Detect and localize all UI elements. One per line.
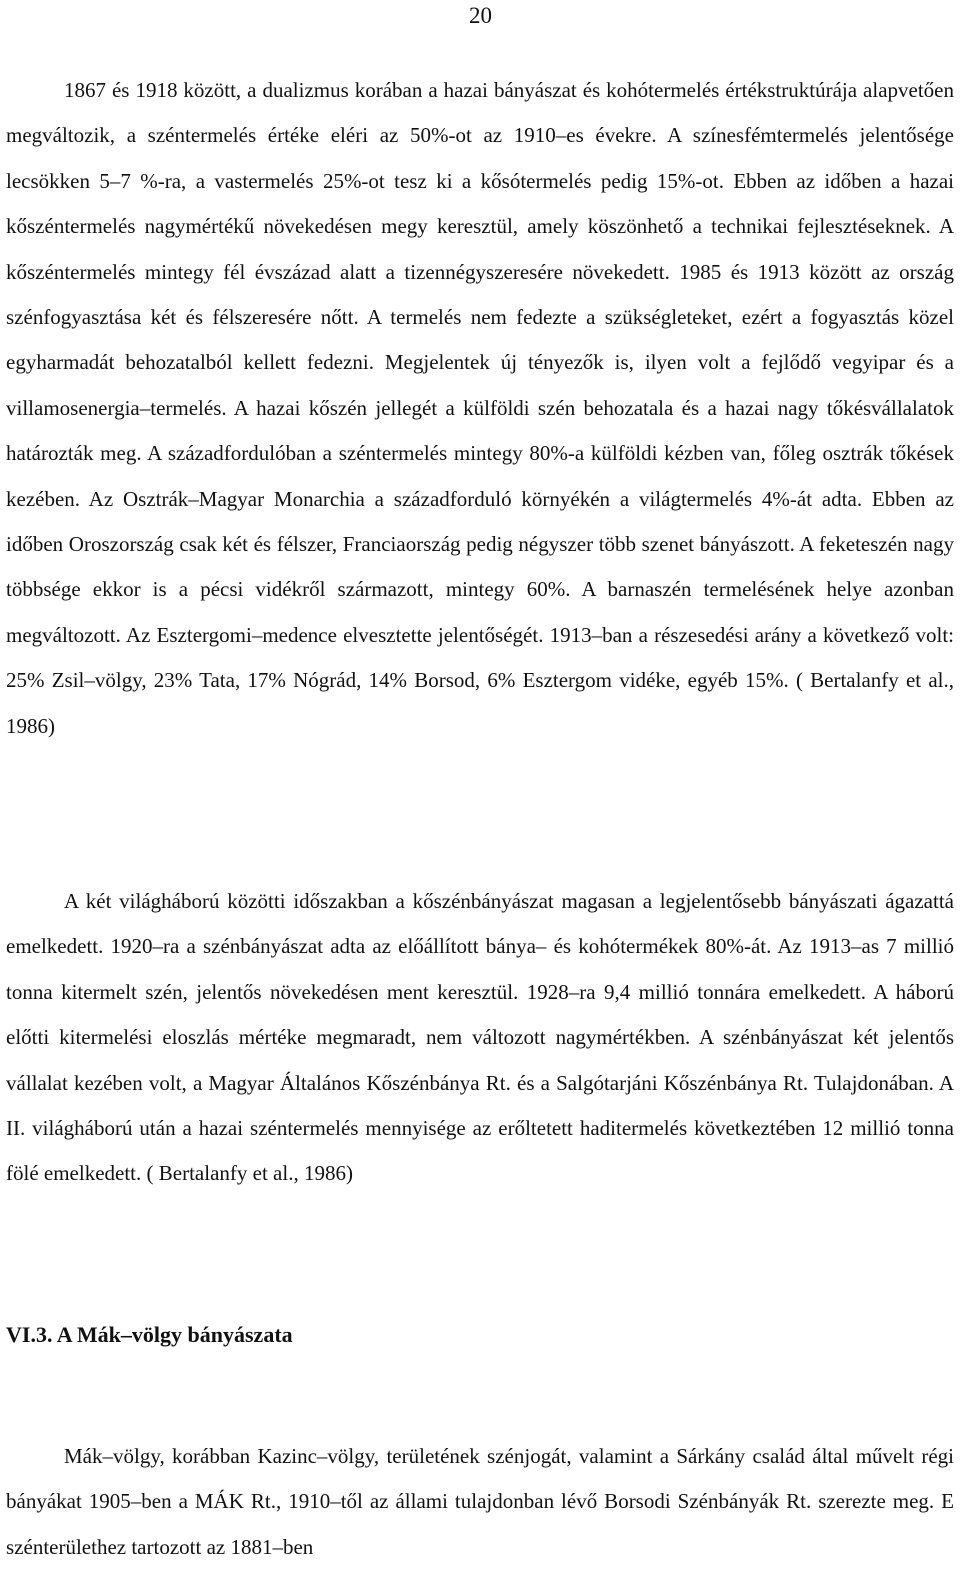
- paragraph-mak-valley: Mák–völgy, korábban Kazinc–völgy, területének szénjogát, valamint a Sárkány család által művelt régi bányákat 1905–ben a MÁK Rt., 1910–től az állami tulajdonban lévő Borsodi Szénbányák Rt. szerezte meg. E szénterülethez tartozott az 1881–ben: [6, 1444, 954, 1559]
- paragraph-interwar-coal-mining: A két világháború közötti időszakban a kőszénbányászat magasan a legjelentősebb bányászati ágazattá emelkedett. 1920–ra a szénbányászat adta az előállított bánya– és kohótermékek 80%-át. Az 1913–as 7 millió tonna kitermelt szén, jelentős növekedésen ment keresztül. 1928–ra 9,4 millió tonnára emelkedett. A háború előtti kitermelési eloszlás mértéke megmaradt, nem változott nagymértékben. A szénbányászat két jelentős vállalat kezében volt, a Magyar Általános Kőszénbánya Rt. és a Salgótarjáni Kőszénbánya Rt. Tulajdonában. A II. világháború után a hazai széntermelés mennyisége az erőltetett haditermelés következtében 12 millió tonna fölé emelkedett. ( Bertalanfy et al., 1986): [6, 889, 954, 1186]
- page-number: 20: [469, 3, 492, 28]
- paragraph-dualism-mining: 1867 és 1918 között, a dualizmus korában a hazai bányászat és kohótermelés értékstruktúrája alapvetően megváltozik, a széntermelés értéke eléri az 50%-ot az 1910–es évekre. A színesfémtermelés jelentősége lecsökken 5–7 %-ra, a vastermelés 25%-ot tesz ki a kősótermelés pedig 15%-ot. Ebben az időben a hazai kőszéntermelés nagymértékű növekedésen megy keresztül, amely köszönhető a technikai fejlesztéseknek. A kőszéntermelés mintegy fél évszázad alatt a tizennégyszeresére növekedett. 1985 és 1913 között az ország szénfogyasztása két és félszeresére nőtt. A termelés nem fedezte a szükségleteket, ezért a fogyasztás közel egyharmadát behozatalból kellett fedezni. Megjelentek új tényezők is, ilyen volt a fejlődő vegyipar és a villamosenergia–termelés. A hazai kőszén jellegét a külföldi szén behozatala és a hazai nagy tőkésvállalatok határozták meg. A századfordulóban a széntermelés mintegy 80%-a külföldi kézben van, főleg osztrák tőkések kezében. Az Osztrák–Magyar Monarchia a századforduló környékén a világtermelés 4%-át adta. Ebben az időben Oroszország csak két és félszer, Franciaország pedig négyszer több szenet bányászott. A feketeszén nagy többsége ekkor is a pécsi vidékről származott, mintegy 60%. A barnaszén termelésének helye azonban megváltozott. Az Esztergomi–medence elvesztette jelentőségét. 1913–ban a részesedési arány a következő volt: 25% Zsil–völgy, 23% Tata, 17% Nógrád, 14% Borsod, 6% Esztergom vidéke, egyéb 15%. ( Bertalanfy et al., 1986): [6, 78, 954, 738]
- section-heading: VI.3. A Mák–völgy bányászata: [6, 1322, 293, 1347]
